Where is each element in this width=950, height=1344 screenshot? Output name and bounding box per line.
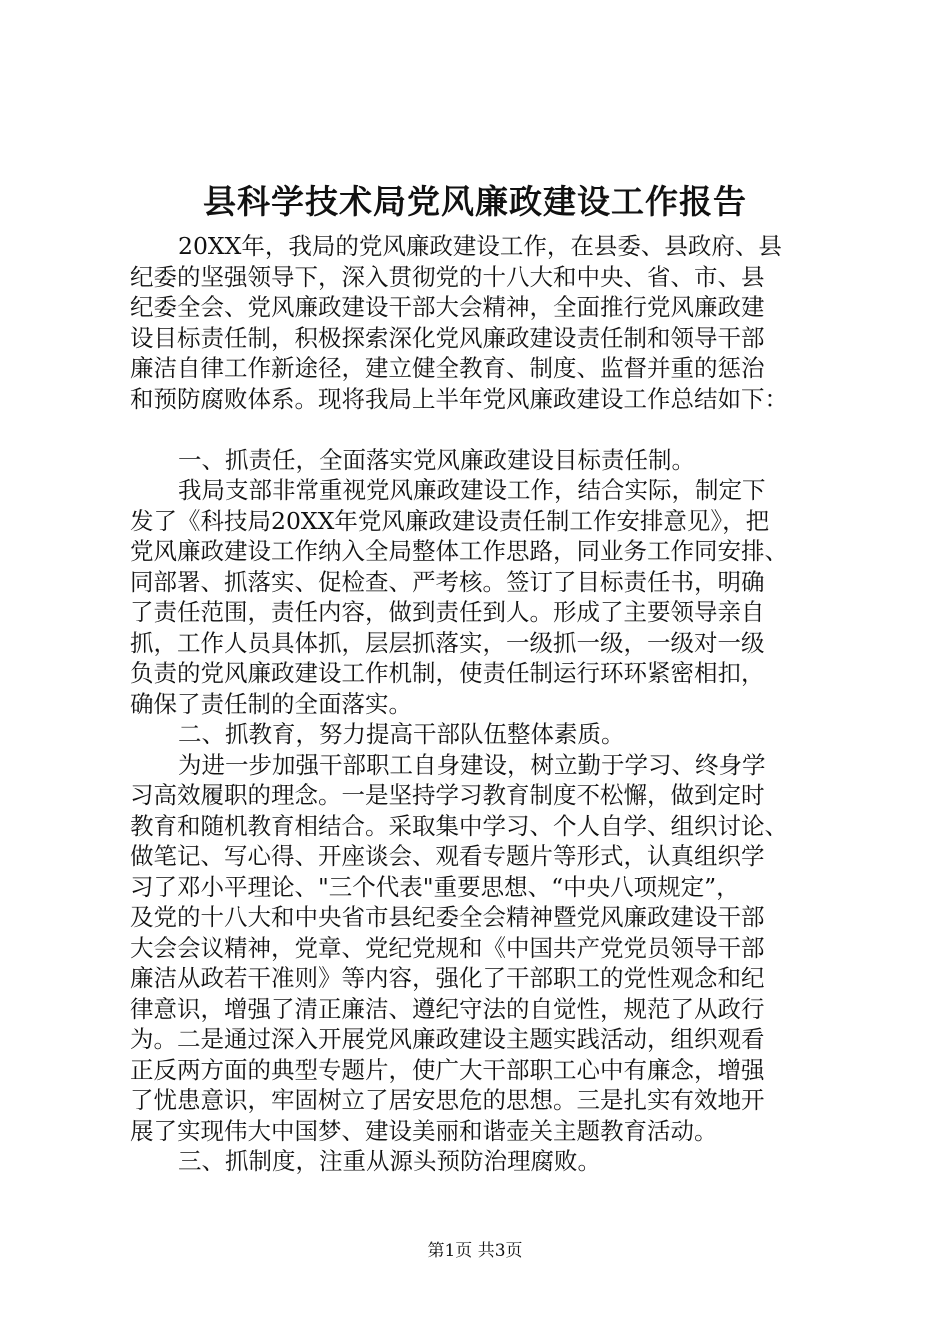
text-line: 三、抓制度，注重从源头预防治理腐败。 <box>178 1147 601 1175</box>
text-line: 了责任范围，责任内容，做到责任到人。形成了主要领导亲自 <box>130 598 765 626</box>
text-line: 纪委全会、党风廉政建设干部大会精神，全面推行党风廉政建 <box>130 293 765 321</box>
text-line: 廉洁自律工作新途径，建立健全教育、制度、监督并重的惩治 <box>130 354 765 382</box>
text-line: 习高效履职的理念。一是坚持学习教育制度不松懈，做到定时 <box>130 781 765 809</box>
text-line: 为进一步加强干部职工自身建设，树立勤于学习、终身学 <box>178 750 766 779</box>
text-line: 律意识，增强了清正廉洁、遵纪守法的自觉性，规范了从政行 <box>130 994 765 1023</box>
text-line: 我局支部非常重视党风廉政建设工作，结合实际，制定下 <box>178 476 766 504</box>
text-line: 设目标责任制，积极探索深化党风廉政建设责任制和领导干部 <box>130 323 765 352</box>
document-title: 县科学技术局党风廉政建设工作报告 <box>203 182 747 221</box>
text-line: 习了邓小平理论、"三个代表"重要思想、“中央八项规定”， <box>130 872 740 901</box>
page-footer: 第1页 共3页 <box>427 1241 523 1261</box>
text-line: 及党的十八大和中央省市县纪委全会精神暨党风廉政建设干部 <box>130 903 765 931</box>
text-line: 一、抓责任，全面落实党风廉政建设目标责任制。 <box>178 445 695 474</box>
text-line: 为。二是通过深入开展党风廉政建设主题实践活动，组织观看 <box>130 1025 765 1053</box>
text-line: 做笔记、写心得、开座谈会、观看专题片等形式，认真组织学 <box>130 842 765 870</box>
text-line: 纪委的坚强领导下，深入贯彻党的十八大和中央、省、市、县 <box>130 262 765 291</box>
text-line: 和预防腐败体系。现将我局上半年党风廉政建设工作总结如下： <box>130 384 788 413</box>
text-line: 大会会议精神，党章、党纪党规和《中国共产党党员领导干部 <box>130 933 765 962</box>
text-line: 教育和随机教育相结合。采取集中学习、个人自学、组织讨论、 <box>130 811 788 840</box>
text-line: 党风廉政建设工作纳入全局整体工作思路，同业务工作同安排、 <box>130 537 788 565</box>
text-line: 二、抓教育，努力提高干部队伍整体素质。 <box>178 720 625 748</box>
text-line: 抓，工作人员具体抓，层层抓落实，一级抓一级，一级对一级 <box>130 628 765 657</box>
text-line: 展了实现伟大中国梦、建设美丽和谐壶关主题教育活动。 <box>130 1116 718 1145</box>
text-line: 正反两方面的典型专题片，使广大干部职工心中有廉念，增强 <box>130 1055 765 1084</box>
text-line: 同部署、抓落实、促检查、严考核。签订了目标责任书，明确 <box>130 567 765 596</box>
document-body <box>130 231 830 1177</box>
text-line: 负责的党风廉政建设工作机制，使责任制运行环环紧密相扣， <box>130 659 765 687</box>
blank-line <box>130 414 830 445</box>
text-line: 廉洁从政若干准则》等内容，强化了干部职工的党性观念和纪 <box>130 964 765 992</box>
text-line: 发了《科技局20XX年党风廉政建设责任制工作安排意见》，把 <box>130 506 770 535</box>
text-line: 了忧患意识，牢固树立了居安思危的思想。三是扎实有效地开 <box>130 1086 765 1114</box>
text-line: 确保了责任制的全面落实。 <box>130 689 412 718</box>
text-line: 20XX年，我局的党风廉政建设工作，在县委、县政府、县 <box>178 232 782 260</box>
